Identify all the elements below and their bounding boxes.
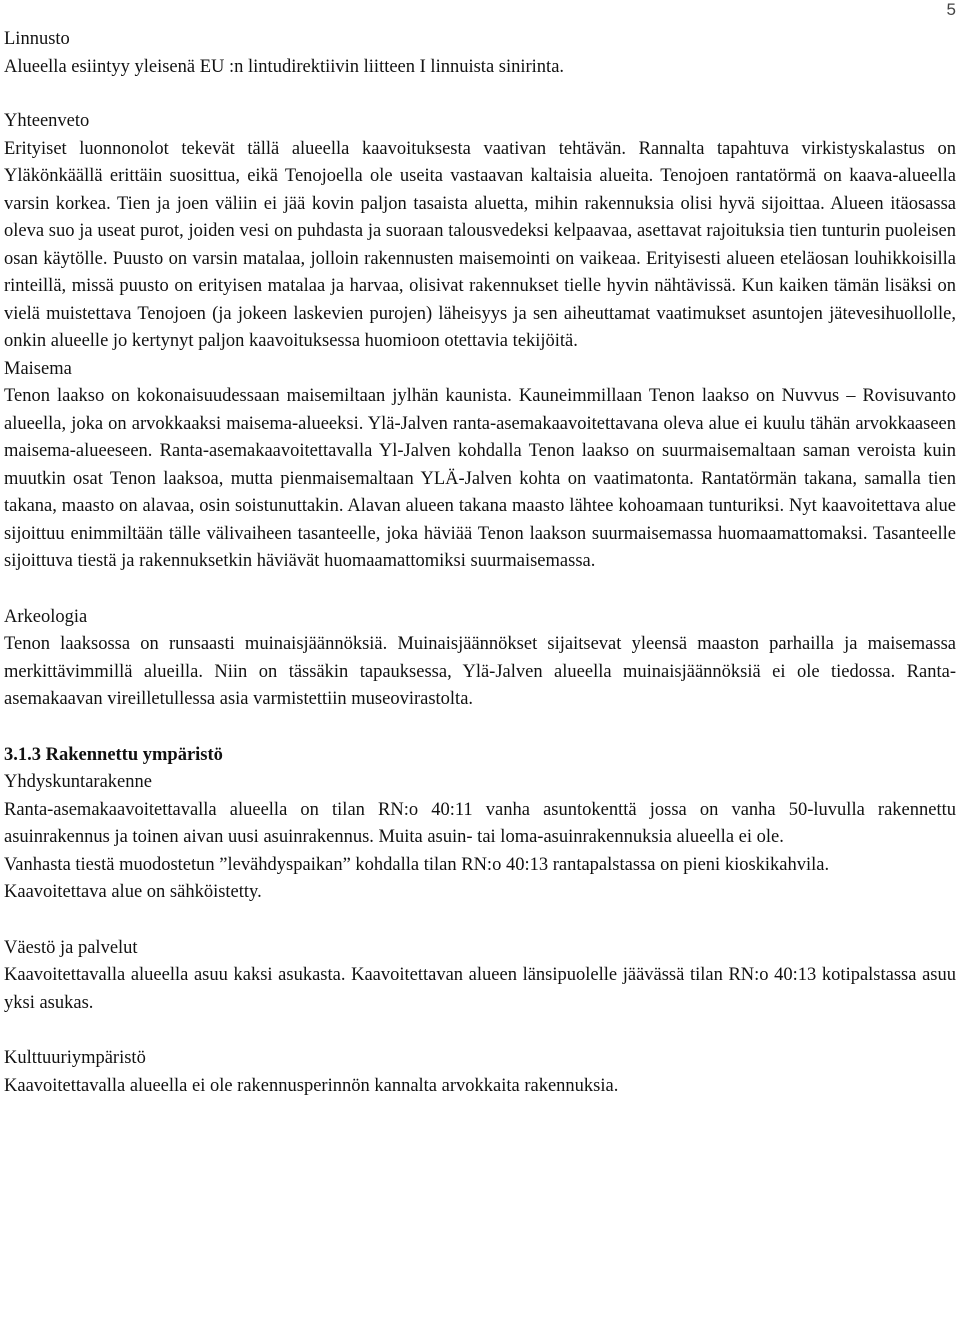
section-arkeologia (4, 604, 956, 714)
section-heading: Väestö ja palvelut (4, 937, 138, 958)
paragraph: Alueella esiintyy yleisenä EU :n lintudirektiivin liitteen I linnuista sinirinta. (4, 56, 565, 77)
page-number: 5 (946, 0, 956, 19)
section-heading: Arkeologia (4, 606, 88, 627)
section-linnusto (4, 26, 956, 81)
section-heading: Linnusto (4, 29, 70, 49)
paragraph: Vanhasta tiestä muodostetun ”levähdyspaikan” kohdalla tilan RN:o 40:13 rantapalstassa on pieni kioskikahvila. (4, 854, 830, 875)
section-yhteenveto (4, 108, 956, 356)
paragraph: Erityiset luonnonolot tekevät tällä alueella kaavoituksesta vaativan tehtävän. Rannalta tapahtuva virkistyskalastus on Yläkönkäällä erittäin suosittua, eikä Tenojoella ole useita vastaavan kaltaisia alueita. Tenojoen rantatörmä on kaava-alueella varsin korkea. Tien ja joen väliin ei jää kovin paljon tasaista aluetta, mihin rakennuksia olisi hyvä sijoittaa. Alueen itäosassa oleva suo ja useat purot, joiden vesi on puhdasta ja suoraan talousvedeksi kelpaavaa, asettavat rajoituksia tien tunturin puoleisen osan käytölle. Puusto on varsin matalaa, jolloin rakennusten maisemointi on vaikeaa. Erityisesti alueen eteläosan louhikkoisilla rinteillä, missä puusto on erityisen matalaa ja harvaa, olisivat rakennukset tielle hyvin nähtävissä. Kun kaiken tämän lisäksi on vielä muistettava Tenojoen (ja jokeen laskevien purojen) läheisyys ja sen aiheuttamat vaatimukset asuntojen jätevesihuollolle, onkin alueelle jo kertynyt paljon kaavoituksessa huomioon otettavia tekijöitä. (4, 138, 956, 351)
section-rakennettu-ymparisto (4, 742, 956, 907)
paragraph: Kaavoitettava alue on sähköistetty. (4, 882, 262, 902)
paragraph: Tenon laakso on kokonaisuudessaan maisemiltaan jylhän kaunista. Kauneimmillaan Tenon laakso on Nuvvus – Rovisuvanto alueella, joka on arvokkaaksi maisema-alueeksi. Ylä-Jalven ranta-asemakaavoitettavana oleva alue ei kuulu tähän arvokkaaseen maisema-alueeseen. Ranta-asemakaavoitettavalla Yl-Jalven kohdalla Tenon laakso on suurmaisemaltaan saman veroista kuin muutkin osat Tenon laaksoa, mutta pienmaisemaltaan YLÄ-Jalven kohta on vaatimatonta. Rantatörmän takana, samalla tien takana, maasto on alavaa, osin soistunuttakin. Alavan alueen takana maasto lähtee kohoamaan tunturiksi. Nyt kaavoitettava alue sijoittuu enimmiltään tälle välivaiheen tasanteelle, joka häviää Tenon laakson suurmaisemassa huomaamattomaksi. Tasanteelle sijoittuva tiestä ja rakennuksetkin häviävät huomaamattomiksi suurmaisemassa. (4, 386, 956, 571)
section-subheading: Yhdyskuntarakenne (4, 772, 152, 792)
paragraph: Kaavoitettavalla alueella ei ole rakennusperinnön kannalta arvokkaita rakennuksia. (4, 1075, 619, 1096)
section-heading: Maisema (4, 358, 72, 379)
section-heading: Yhteenveto (4, 111, 90, 131)
document-body (4, 26, 956, 1100)
section-maisema (4, 356, 956, 576)
paragraph: Kaavoitettavalla alueella asuu kaksi asukasta. Kaavoitettavan alueen länsipuolelle jäävässä tilan RN:o 40:13 kotipalstassa asuu yksi asukas. (4, 965, 956, 1013)
paragraph: Ranta-asemakaavoitettavalla alueella on tilan RN:o 40:11 vanha asuntokenttä jossa on vanha 50-luvulla rakennettu asuinrakennus ja toinen aivan uusi asuinrakennus. Muita asuin- tai loma-asuinrakennuksia alueella ei ole. (4, 799, 956, 847)
section-vaesto-ja-palvelut (4, 935, 956, 1018)
section-kulttuuriymparisto (4, 1045, 956, 1100)
paragraph: Tenon laaksossa on runsaasti muinaisjäännöksiä. Muinaisjäännökset sijaitsevat yleensä maaston parhailla ja maisemassa merkittävimmillä alueilla. Niin on tässäkin tapauksessa, Ylä-Jalven alueella muinaisjäännöksiä ei ole tiedossa. Ranta-asemakaavan vireilletullessa asia varmistettiin museovirastolta. (4, 634, 956, 709)
chapter-heading: 3.1.3 Rakennettu ympäristö (4, 744, 223, 765)
section-heading: Kulttuuriympäristö (4, 1048, 146, 1068)
